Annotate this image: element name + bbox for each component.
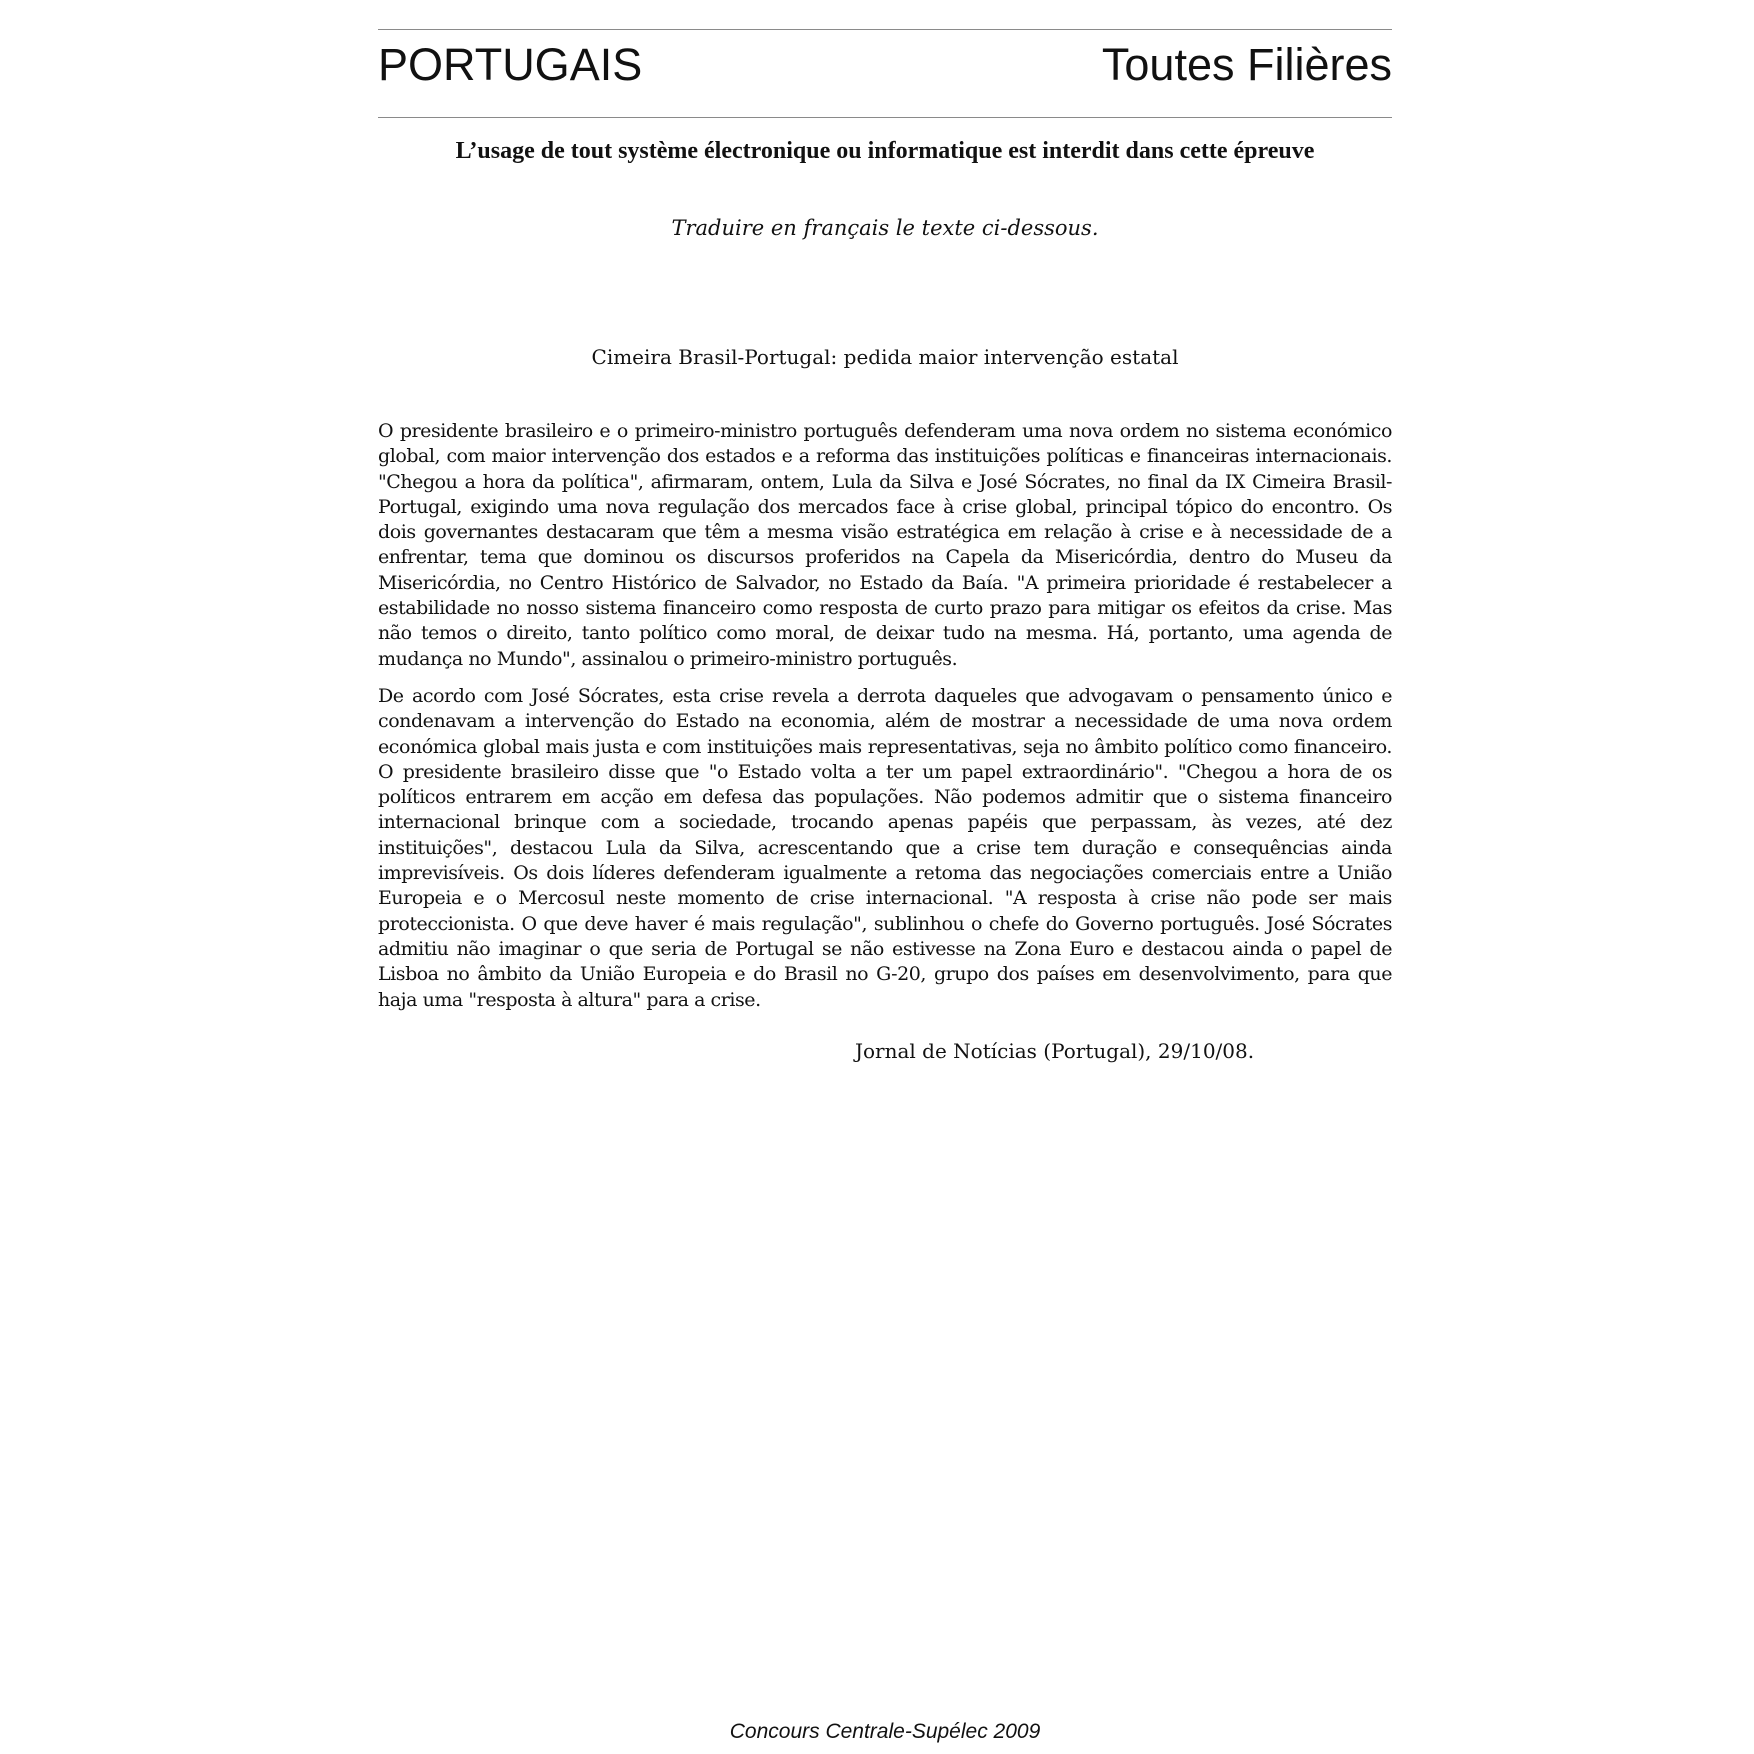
page-footer: Concours Centrale-Supélec 2009: [729, 1720, 1041, 1743]
track-heading: Toutes Filières: [1101, 39, 1392, 90]
exam-page: [378, 0, 1392, 1754]
article-paragraph: O presidente brasileiro e o primeiro-ministro português defenderam uma nova ordem no sistema económico global, com maior intervenção dos estados e a reforma das instituições políticas e financeiras internacionais. "Chegou a hora da política", afirmaram, ontem, Lula da Silva e José Sócrates, no final da IX Cimeira Brasil-Portugal, exigindo uma nova regulação dos mercados face à crise global, principal tópico do encontro. Os dois governantes destacaram que têm a mesma visão estratégica em relação à crise e à necessidade de a enfrentar, tema que dominou os discursos proferidos na Capela da Misericórdia, dentro do Museu da Misericórdia, no Centro Histórico de Salvador, no Estado da Baía. "A primeira prioridade é restabelecer a estabilidade no nosso sistema financeiro como resposta de curto prazo para mitigar os efeitos da crise. Mas não temos o direito, tanto político como moral, de deixar tudo na mesma. Há, portanto, uma agenda de mudança no Mundo", assinalou o primeiro-ministro português.: [378, 420, 1392, 670]
article-source: Jornal de Notícias (Portugal), 29/10/08.: [855, 1039, 1255, 1063]
header-bottom-rule: [378, 117, 1392, 118]
article-body: [378, 419, 1392, 1025]
instruction-text: Traduire en français le texte ci-dessous.: [671, 216, 1099, 240]
article-paragraph: De acordo com José Sócrates, esta crise revela a derrota daqueles que advogavam o pensamento único e condenavam a intervenção do Estado na economia, além de mostrar a necessidade de uma nova ordem económica global mais justa e com instituições mais representativas, seja no âmbito político como financeiro. O presidente brasileiro disse que "o Estado volta a ter um papel extraordinário". "Chegou a hora de os políticos entrarem em acção em defesa das populações. Não podemos admitir que o sistema financeiro internacional brinque com a sociedade, trocando apenas papéis que perpassam, às vezes, até dez instituições", destacou Lula da Silva, acrescentando que a crise tem duração e consequências ainda imprevisíveis. Os dois líderes defenderam igualmente a retoma das negociações comerciais entre a União Europeia e o Mercosul neste momento de crise internacional. "A resposta à crise não pode ser mais proteccionista. O que deve haver é mais regulação", sublinhou o chefe do Governo português. José Sócrates admitiu não imaginar o que seria de Portugal se não estivesse na Zona Euro e destacou ainda o papel de Lisboa no âmbito da União Europeia e do Brasil no G-20, grupo dos países em desenvolvimento, para que haja uma "resposta à altura" para a crise.: [378, 684, 1392, 1011]
header-top-rule: [378, 29, 1392, 30]
electronics-notice: L’usage de tout système électronique ou informatique est interdit dans cette épreuve: [455, 138, 1315, 164]
article-title: Cimeira Brasil-Portugal: pedida maior intervenção estatal: [591, 345, 1179, 369]
subject-heading: PORTUGAIS: [378, 39, 643, 90]
